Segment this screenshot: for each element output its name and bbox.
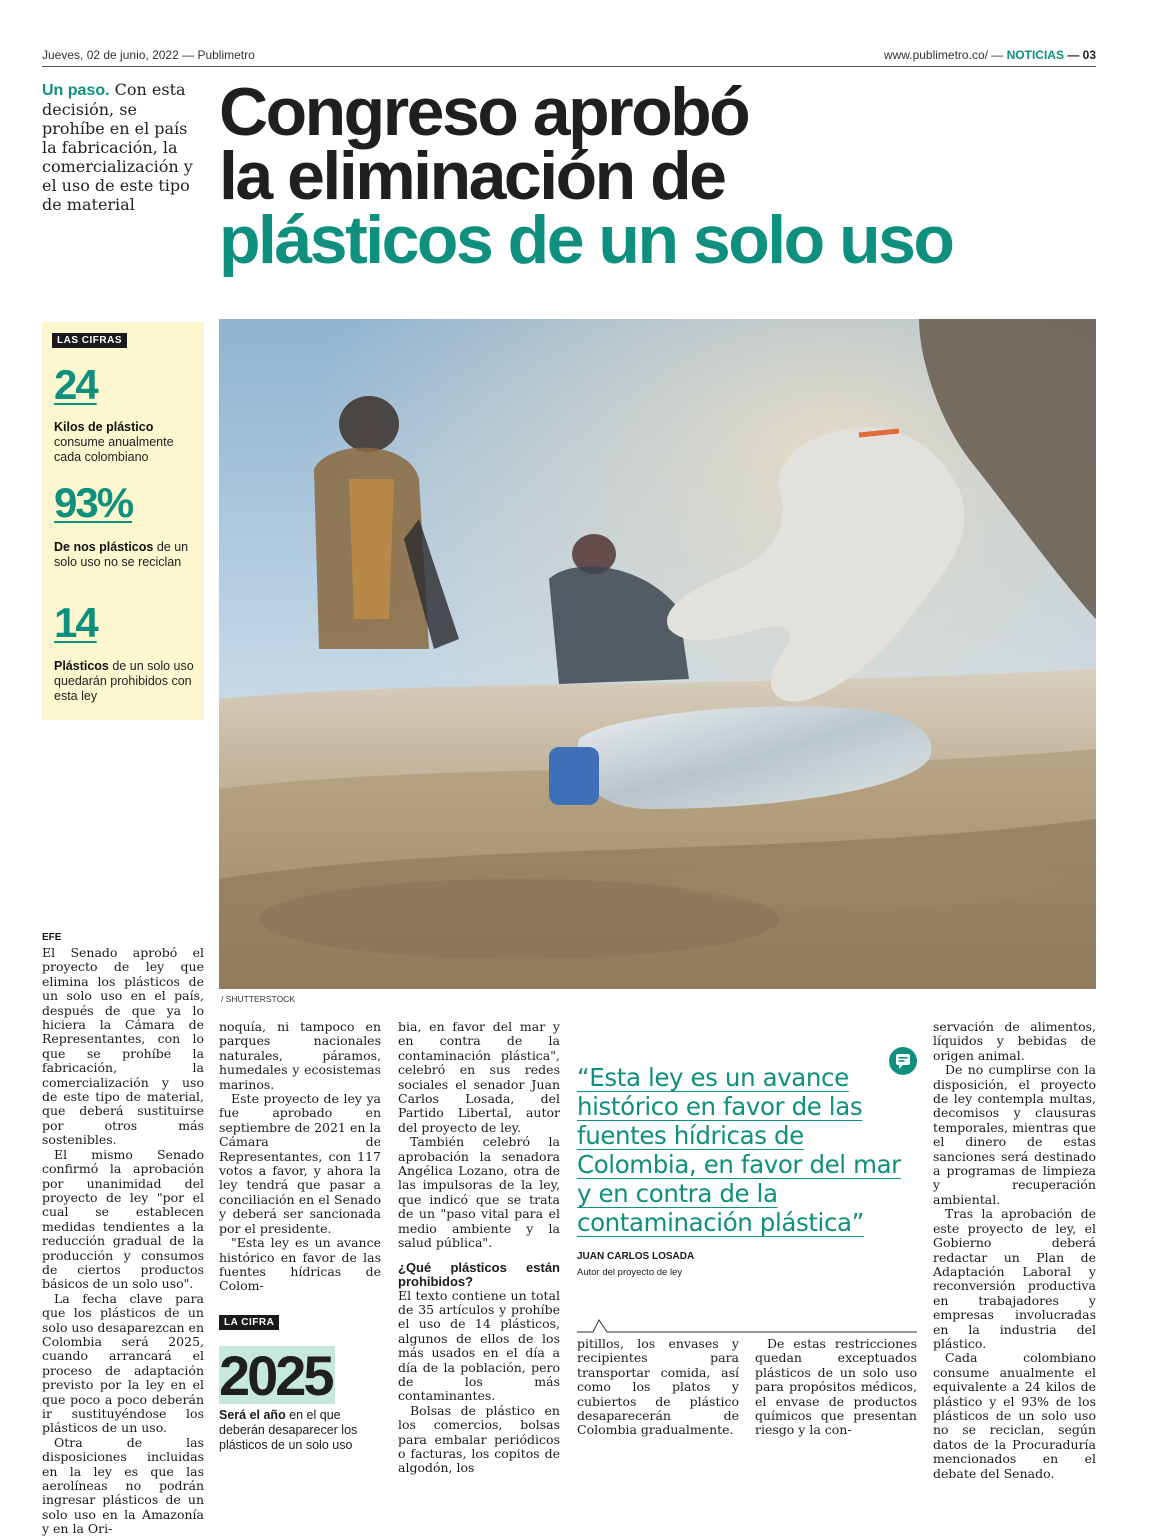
byline: EFE — [42, 932, 62, 943]
paragraph: noquía, ni tampoco en parques nacionales naturales, páramos, humedales y ecosistemas marinos. — [219, 1019, 381, 1092]
stat-bold: Kilos de plástico — [54, 420, 154, 434]
headline-line-3: plásticos de un solo uso — [219, 202, 953, 278]
paragraph: El texto contiene un total de 35 artículos y prohíbe el uso de 14 plásticos, algunos de ellos de los más usados en el día a día de la población, pero de los más contaminantes. — [398, 1287, 560, 1404]
body-column-4 — [577, 1337, 739, 1438]
cifra-description — [219, 1408, 379, 1453]
paragraph: pitillos, los envases y recipientes para transportar comida, así como los platos y cubiertos de plástico desaparecerán de Colombia gradualmente. — [577, 1336, 739, 1438]
stat-description — [54, 420, 199, 465]
pull-quote: “Esta ley es un avance histórico en favor de las fuentes hídricas de Colombia, en favor del mar y en contra de la contaminación plástica” — [577, 1063, 901, 1237]
quote-author-role: Autor del proyecto de ley — [577, 1267, 683, 1278]
stat-number: 24 — [54, 361, 97, 408]
body-column-2 — [219, 1020, 381, 1294]
cifra-number: 2025 — [219, 1346, 335, 1404]
paragraph: Bolsas de plástico en los comercios, bolsas para embalar periódicos o facturas, los copitos de algodón, los — [398, 1402, 560, 1476]
stat-description — [54, 659, 199, 704]
kicker-text: Con esta decisión, se prohíbe en el país la fabricación, la comercialización y el uso de este tipo de material — [42, 80, 193, 214]
paragraph: También celebró la aprobación la senadora Angélica Lozano, otra de las impulsoras de la ley, que indicó que se trata de un "paso vital para el medio ambiente y la salud pública". — [398, 1134, 560, 1251]
quote-author: JUAN CARLOS LOSADA — [577, 1251, 695, 1262]
stat-text: consume anualmente cada colombiano — [54, 435, 174, 464]
quote-divider — [577, 1316, 917, 1334]
stat-number: 93% — [54, 479, 133, 526]
headline-line-2: la eliminación de — [219, 138, 725, 214]
paragraph: El Senado aprobó el proyecto de ley que elimina los plásticos de un solo uso en el país, después de que ya lo hiciera la Cámara de Representantes, con lo que se prohíbe la fabricación, la comercialización y uso de este tipo de material, que deberá sustituirse por otros más sostenibles. — [42, 945, 204, 1148]
header-rule — [42, 66, 1096, 67]
stat-bold: Plásticos — [54, 659, 109, 673]
paragraph: De estas restricciones quedan exceptuados plásticos de un solo uso para propósitos médicos, el envase de productos químicos que presentan riesgo y la con- — [755, 1336, 917, 1438]
headline-line-1: Congreso aprobó — [219, 74, 749, 150]
stats-tag: LAS CIFRAS — [52, 333, 127, 348]
paragraph: "Esta ley es un avance histórico en favor de las fuentes hídricas de Colom- — [219, 1235, 381, 1294]
stat-bold: De nos plásticos — [54, 540, 154, 554]
body-column-6 — [933, 1020, 1096, 1481]
kicker — [42, 80, 202, 214]
stat-text: de un solo uso quedarán prohibidos con esta ley — [54, 659, 194, 703]
paragraph: Este proyecto de ley ya fue aprobado en septiembre de 2021 en la Cámara de Representantes, con 117 votos a favor, y ahora la ley tendrá que pasar a conciliación en el Senado y deberá ser sancionada por el presidente. — [219, 1091, 381, 1236]
section-name: NOTICIAS — [1006, 48, 1064, 62]
paragraph: Cada colombiano consume anualmente el equivalente a 24 kilos de plástico y el 93% de los plásticos de un solo uso no se reciclan, según datos de la Procuraduría mencionados en el debate del Senado. — [933, 1350, 1096, 1481]
paragraph: El mismo Senado confirmó la aprobación por unanimidad del proyecto de ley "por el cual se establecen medidas tendientes a la reducción gradual de la producción y consumos de ciertos productos básicos de un solo uso". — [42, 1146, 204, 1292]
paragraph: servación de alimentos, líquidos y bebidas de origen animal. — [933, 1019, 1096, 1063]
page-number: — 03 — [1067, 48, 1096, 62]
headline — [219, 74, 1119, 278]
paragraph: De no cumplirse con la disposición, el proyecto de ley contempla multas, decomisos y clausuras temporales, mientras que el dinero de estas sanciones será destinado a programas de limpieza y recuperación ambiental. — [933, 1062, 1096, 1207]
lead-photo — [219, 319, 1096, 989]
photo-credit: / SHUTTERSTOCK — [221, 994, 295, 1004]
cifra-tag: LA CIFRA — [219, 1315, 279, 1330]
paragraph: La fecha clave para que los plásticos de un solo uso desaparezcan en Colombia será 2025, cuando arrancará el proceso de adaptación previsto por la ley en el que poco a poco deberán ir sustituyéndose los plásticos de un uso. — [42, 1290, 205, 1436]
paragraph: Tras la aprobación de este proyecto de ley, el Gobierno deberá redactar un Plan de Adaptación Laboral y reconversión productiva en trabajadores y empresas involucradas en la industria del plástico. — [933, 1206, 1096, 1351]
stat-number: 14 — [54, 599, 97, 646]
paragraph: Otra de las disposiciones incluidas en la ley es que las aerolíneas no podrán ingresar plásticos de un solo uso en la Amazonía y en la Ori- — [42, 1434, 204, 1537]
page-section-line — [884, 48, 1096, 62]
stat-text: de un solo uso no se reciclan — [54, 540, 189, 569]
body-column-5 — [755, 1337, 917, 1438]
subheading: ¿Qué plásticos están prohibidos? — [398, 1259, 560, 1289]
kicker-lead: Un paso. — [42, 82, 110, 99]
body-column-3 — [398, 1020, 560, 1476]
cifra-text: en el que deberán desaparecer los plásticos de un solo uso — [219, 1408, 358, 1452]
beach-cleanup-illustration — [219, 319, 1096, 989]
site-url[interactable]: www.publimetro.co/ — — [883, 48, 1004, 62]
page-date-line: Jueves, 02 de junio, 2022 — Publimetro — [42, 48, 255, 62]
body-column-1 — [42, 946, 204, 1537]
paragraph: bia, en favor del mar y en contra de la contaminación plástica", celebró en sus redes sociales el senador Juan Carlos Losada, del Partido Libertal, autor del proyecto de ley. — [398, 1019, 560, 1135]
cifra-bold: Será el año — [219, 1408, 286, 1422]
stat-description — [54, 540, 199, 570]
